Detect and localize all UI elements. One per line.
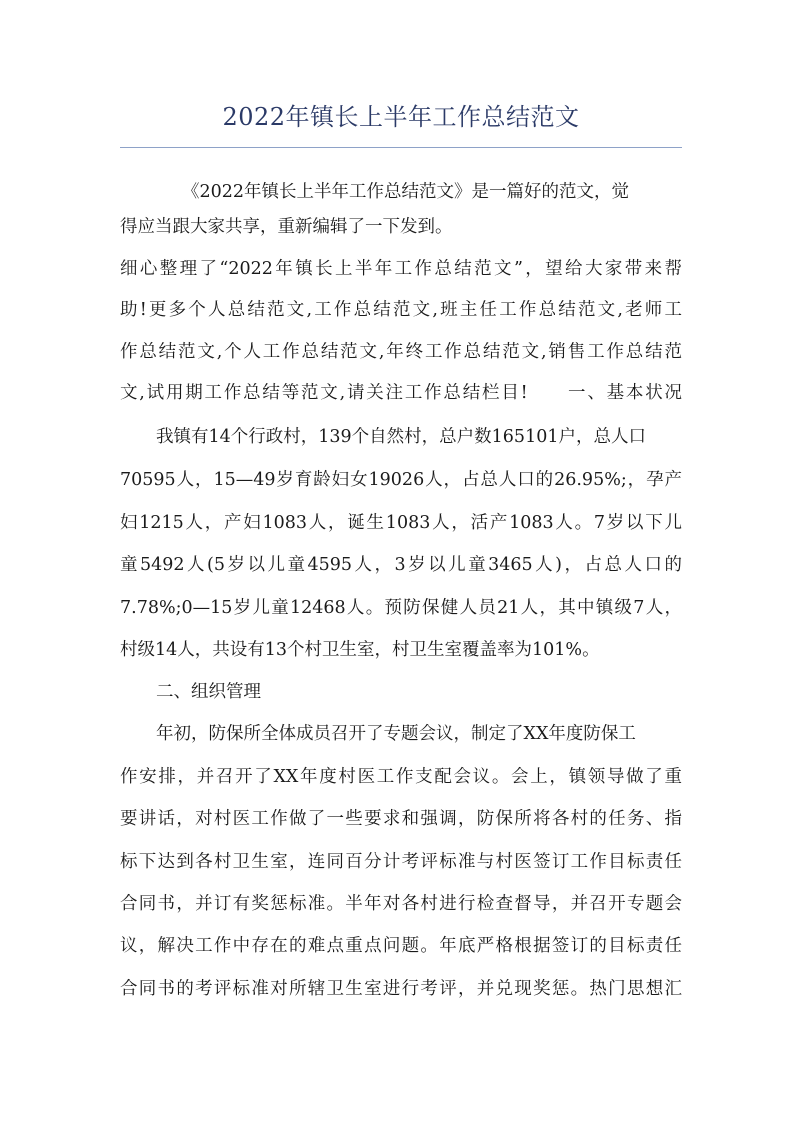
section-heading: 二、组织管理 [156,682,261,702]
body-line: 年初，防保所全体成员召开了专题会议，制定了XX年度防保工 [156,724,636,744]
body-line: 得应当跟大家共享，重新编辑了一下发到。 [120,217,453,237]
body-line: 助!更多个人总结范文,工作总结范文,班主任工作总结范文,老师工 [120,300,682,320]
body-line: 70595人，15—49岁育龄妇女19026人，占总人口的26.95%;，孕产 [120,470,682,490]
body-line: 童5492人(5岁以儿童4595人，3岁以儿童3465人)，占总人口的 [120,555,682,575]
document-title: 2022年镇长上半年工作总结范文 [222,103,580,131]
body-line: 标下达到各村卫生室，连同百分计考评标准与村医签订工作目标责任 [120,852,682,872]
body-line: 我镇有14个行政村，139个自然村，总户数165101户，总人口 [156,427,646,447]
body-line: 细心整理了“2022年镇长上半年工作总结范文”，望给大家带来帮 [120,259,682,279]
body-line: 7.78%;0—15岁儿童12468人。预防保健人员21人，其中镇级7人， [120,598,682,618]
body-line: 文,试用期工作总结等范文,请关注工作总结栏目! 一、基本状况 [120,383,682,403]
body-line: 《2022年镇长上半年工作总结范文》是一篇好的范文，觉 [182,182,630,202]
title-underline [120,147,682,148]
body-line: 议，解决工作中存在的难点重点问题。年底严格根据签订的目标责任 [120,936,682,956]
body-line: 作总结范文,个人工作总结范文,年终工作总结范文,销售工作总结范 [120,342,682,362]
body-line: 要讲话，对村医工作做了一些要求和强调，防保所将各村的任务、指 [120,809,682,829]
body-line: 合同书，并订有奖惩标准。半年对各村进行检查督导，并召开专题会 [120,894,682,914]
body-line: 合同书的考评标准对所辖卫生室进行考评，并兑现奖惩。热门思想汇 [120,979,682,999]
body-line: 妇1215人，产妇1083人，诞生1083人，活产1083人。7岁以下儿 [120,513,682,533]
body-line: 村级14人，共设有13个村卫生室，村卫生室覆盖率为101%。 [120,640,600,660]
body-line: 作安排，并召开了XX年度村医工作支配会议。会上，镇领导做了重 [120,767,682,787]
